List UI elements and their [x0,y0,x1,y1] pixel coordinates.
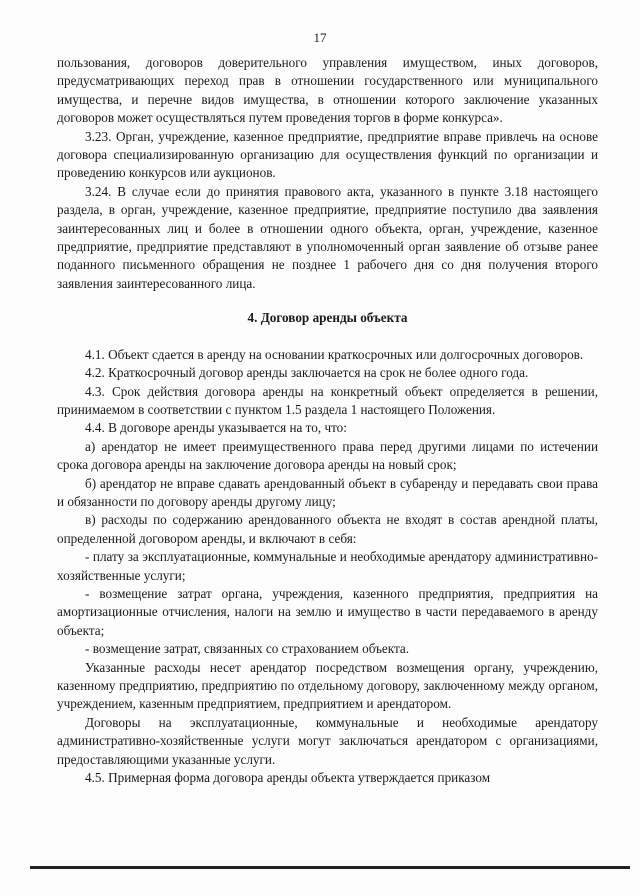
paragraph-4-4: 4.4. В договоре аренды указывается на то, что: [85,420,347,436]
page-number: 17 [313,30,327,45]
paragraph-3-24: 3.24. В случае если до принятия правового акта, указанного в пункте 3.18 настоящего раздела, в орган, учреждение, казенное предприятие, предприятие поступило два заявления заинтересованных лиц и более в отношении одного объекта, орган, учреждение, казенное предприятие, предприятие представляют в уполномоченный орган заявление об отзыве ранее поданного письменного обращения не позднее 1 рабочего дня со дня получения второго заявления заинтересованного лица. [57,183,598,291]
paragraph-expenses: Указанные расходы несет арендатор посредством возмещения органу, учреждению, казенному предприятию, предприятию по отдельному договору, заключенному между органом, учреждением, казенным предприятием, предприятием и арендатором. [57,659,598,712]
paragraph-continuation: пользования, договоров доверительного управления имуществом, иных договоров, предусматривающих переход прав в отношении государственного или муниципального имущества, и перечне видов имущества, в отношении которого заключение указанных договоров может осуществляться путем проведения торгов в форме конкурса». [57,55,598,126]
paragraph-4-4-v: в) расходы по содержанию арендованного объекта не входят в состав арендной платы, определенной договором аренды, и включают в себя: [57,512,598,546]
paragraph-4-5: 4.5. Примерная форма договора аренды объекта утверждается приказом [85,770,491,786]
document-body [57,54,598,787]
list-item-fees: - плату за эксплуатационные, коммунальные и необходимые арендатору административно-хозяйственные услуги; [57,549,598,583]
bottom-rule [30,866,630,869]
paragraph-4-1: 4.1. Объект сдается в аренду на основании краткосрочных или долгосрочных договоров. [85,346,584,362]
paragraph-4-2: 4.2. Краткосрочный договор аренды заключается на срок не более одного года. [85,365,529,381]
paragraph-4-3: 4.3. Срок действия договора аренды на конкретный объект определяется в решении, принимаемом в соответствии с пунктом 1.5 раздела 1 настоящего Положения. [57,383,598,417]
paragraph-4-4-b: б) арендатор не вправе сдавать арендованный объект в субаренду и передавать свои права и обязанности по договору аренды другому лицу; [57,475,598,509]
paragraph-3-23: 3.23. Орган, учреждение, казенное предприятие, предприятие вправе привлечь на основе договора специализированную организацию для осуществления функций по организации и проведению конкурсов или аукционов. [57,128,598,181]
list-item-reimbursement-insurance: - возмещение затрат, связанных со страхованием объекта. [85,641,410,657]
paragraph-4-4-a: а) арендатор не имеет преимущественного права перед другими лицами по истечении срока договора аренды на заключение договора аренды на новый срок; [57,438,598,473]
paragraph-service-contracts: Договоры на эксплуатационные, коммунальные и необходимые арендатору административно-хозяйственные услуги могут заключаться арендатором с организациями, предоставляющими указанные услуги. [57,714,598,767]
section-heading: 4. Договор аренды объекта [247,310,408,326]
list-item-reimbursement-depreciation: - возмещение затрат органа, учреждения, казенного предприятия, предприятия на амортизационные отчисления, налоги на землю и имущество в части передаваемого в аренду объекта; [57,585,598,638]
